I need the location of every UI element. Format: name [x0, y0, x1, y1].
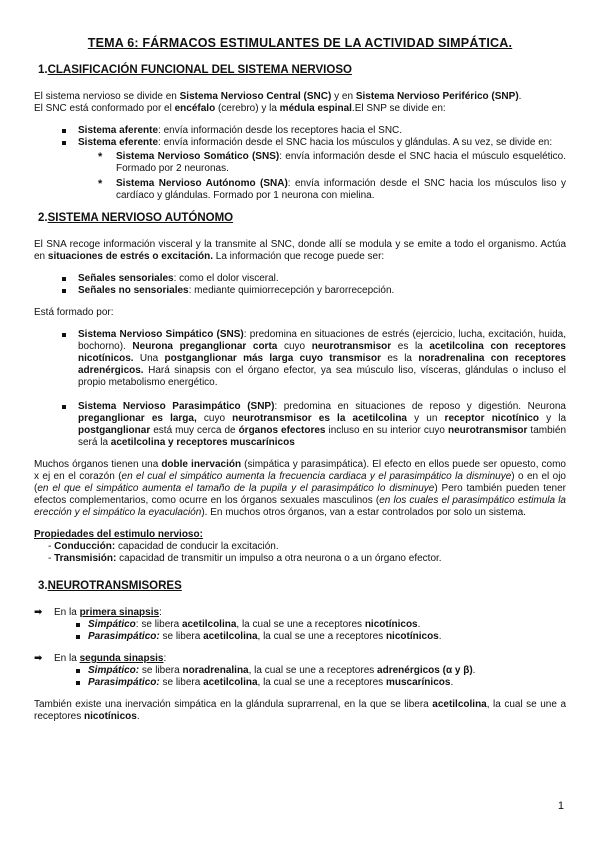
list-item: Parasimpático: se libera acetilcolina, la cual se une a receptores nicotínicos.	[88, 631, 566, 643]
s2-double-innervation-paragraph: Muchos órganos tienen una doble inervación (simpática y parasimpática). El efecto en ellos puede ser opuesto, como x ej en el corazón (en el cual el simpático aumenta la frecuencia cardiaca y el parasimpático la disminuye) o en el ojo (en el que el simpático aumenta el tamaño de la pupila y el parasimpático lo disminuye) Pero también pueden tener efectos complementarios, como ocurre en los órganos sexuales masculinos (en los cuales el parasimpático estimula la erección y el simpático la eyaculación). En muchos otros órganos, van a estar controlados por solo un sistema.	[34, 459, 566, 518]
list-item: Sistema Nervioso Simpático (SNS): predomina en situaciones de estrés (ejercicio, lucha, excitación, huida, bochorno). Neurona preganglionar corta cuyo neurotransmisor es la acetilcolina con receptores nicotínicos. Una postganglionar más larga cuyo transmisor es la noradrenalina con receptores adrenérgicos. Hará sinapsis con el órgano efector, ya sea músculo liso, vísceras, glándulas o incluso el propio metabolismo energético.	[78, 329, 566, 388]
section-1-heading	[34, 63, 566, 77]
list-item: Señales sensoriales: como el dolor visceral.	[78, 273, 566, 285]
section-1-number: 1.	[38, 64, 48, 76]
arrow-right-icon: ➡	[34, 653, 43, 664]
s1-subbullet-list	[34, 151, 566, 202]
page-number: 1	[557, 800, 564, 812]
list-item: Sistema eferente: envía información desde el SNC hacia los músculos y glándulas. A su vez, se divide en:	[78, 137, 566, 149]
document-page	[34, 36, 566, 723]
section-2-number: 2.	[38, 212, 48, 224]
section-3-heading	[34, 579, 566, 593]
adrenal-gland-paragraph: También existe una inervación simpática en la glándula suprarrenal, en la que se libera acetilcolina, la cual se une a receptores nicotínicos.	[34, 699, 566, 722]
list-item: * Sistema Nervioso Autónomo (SNA): envía información desde el SNC hacia los músculos liso y cardíaco y glándulas. Formado por 1 neurona con mielina.	[116, 178, 566, 202]
properties-list	[34, 541, 566, 565]
section-3-title: NEUROTRANSMISORES	[47, 580, 182, 592]
arrow-right-icon: ➡	[34, 607, 43, 618]
second-synapse-list	[34, 665, 566, 689]
s2-system-list	[34, 329, 566, 449]
list-item: * Sistema Nervioso Somático (SNS): envía información desde el SNC hacia el músculo esquelético. Formado por 2 neuronas.	[116, 151, 566, 175]
s2-paragraph-1: El SNA recoge información visceral y la transmite al SNC, donde allí se modula y se emite a todo el organismo. Actúa en situaciones de estrés o excitación. La información que recoge puede ser:	[34, 239, 566, 262]
properties-heading: Propiedades del estimulo nervioso:	[34, 529, 203, 540]
s1-paragraph-2: El SNC está conformado por el encéfalo (cerebro) y la médula espinal.El SNP se divide en:	[34, 103, 446, 114]
list-item: Señales no sensoriales: mediante quimiorrecepción y barorrecepción.	[78, 285, 566, 297]
s2-signal-list	[34, 273, 566, 297]
section-3-number: 3.	[38, 580, 48, 592]
s2-formed-label: Está formado por:	[34, 307, 114, 318]
list-item: Simpático: se libera noradrenalina, la cual se une a receptores adrenérgicos (α y β).	[88, 665, 566, 677]
second-synapse-row: ➡ En la segunda sinapsis:	[34, 653, 167, 664]
list-item: - Conducción: capacidad de conducir la excitación.	[48, 541, 566, 553]
first-synapse-row: ➡ En la primera sinapsis:	[34, 607, 162, 618]
s1-bullet-list	[34, 125, 566, 149]
list-item: Sistema Nervioso Parasimpático (SNP): predomina en situaciones de reposo y digestión. Neurona preganglionar es larga, cuyo neurotransmisor es la acetilcolina y un receptor nicotínico y la postganglionar está muy cerca de órganos efectores incluso en su interior cuyo neurotransmisor también será la acetilcolina y receptores muscarínicos	[78, 401, 567, 448]
first-synapse-list	[34, 619, 566, 643]
document-title: TEMA 6: FÁRMACOS ESTIMULANTES DE LA ACTIVIDAD SIMPÁTICA.	[87, 36, 513, 50]
section-2-title: SISTEMA NERVIOSO AUTÓNOMO	[47, 212, 234, 224]
list-item: Parasimpático: se libera acetilcolina, la cual se une a receptores muscarínicos.	[88, 677, 566, 689]
list-item: Sistema aferente: envía información desde los receptores hacia el SNC.	[78, 125, 566, 137]
section-2-heading	[34, 211, 566, 225]
list-item: Simpático: se libera acetilcolina, la cual se une a receptores nicotínicos.	[88, 619, 566, 631]
s1-paragraph-1: El sistema nervioso se divide en Sistema Nervioso Central (SNC) y en Sistema Nervioso Periférico (SNP).	[34, 91, 522, 102]
section-1-title: CLASIFICACIÓN FUNCIONAL DEL SISTEMA NERVIOSO	[47, 64, 352, 76]
list-item: - Transmisión: capacidad de transmitir un impulso a otra neurona o a un órgano efector.	[48, 553, 566, 565]
